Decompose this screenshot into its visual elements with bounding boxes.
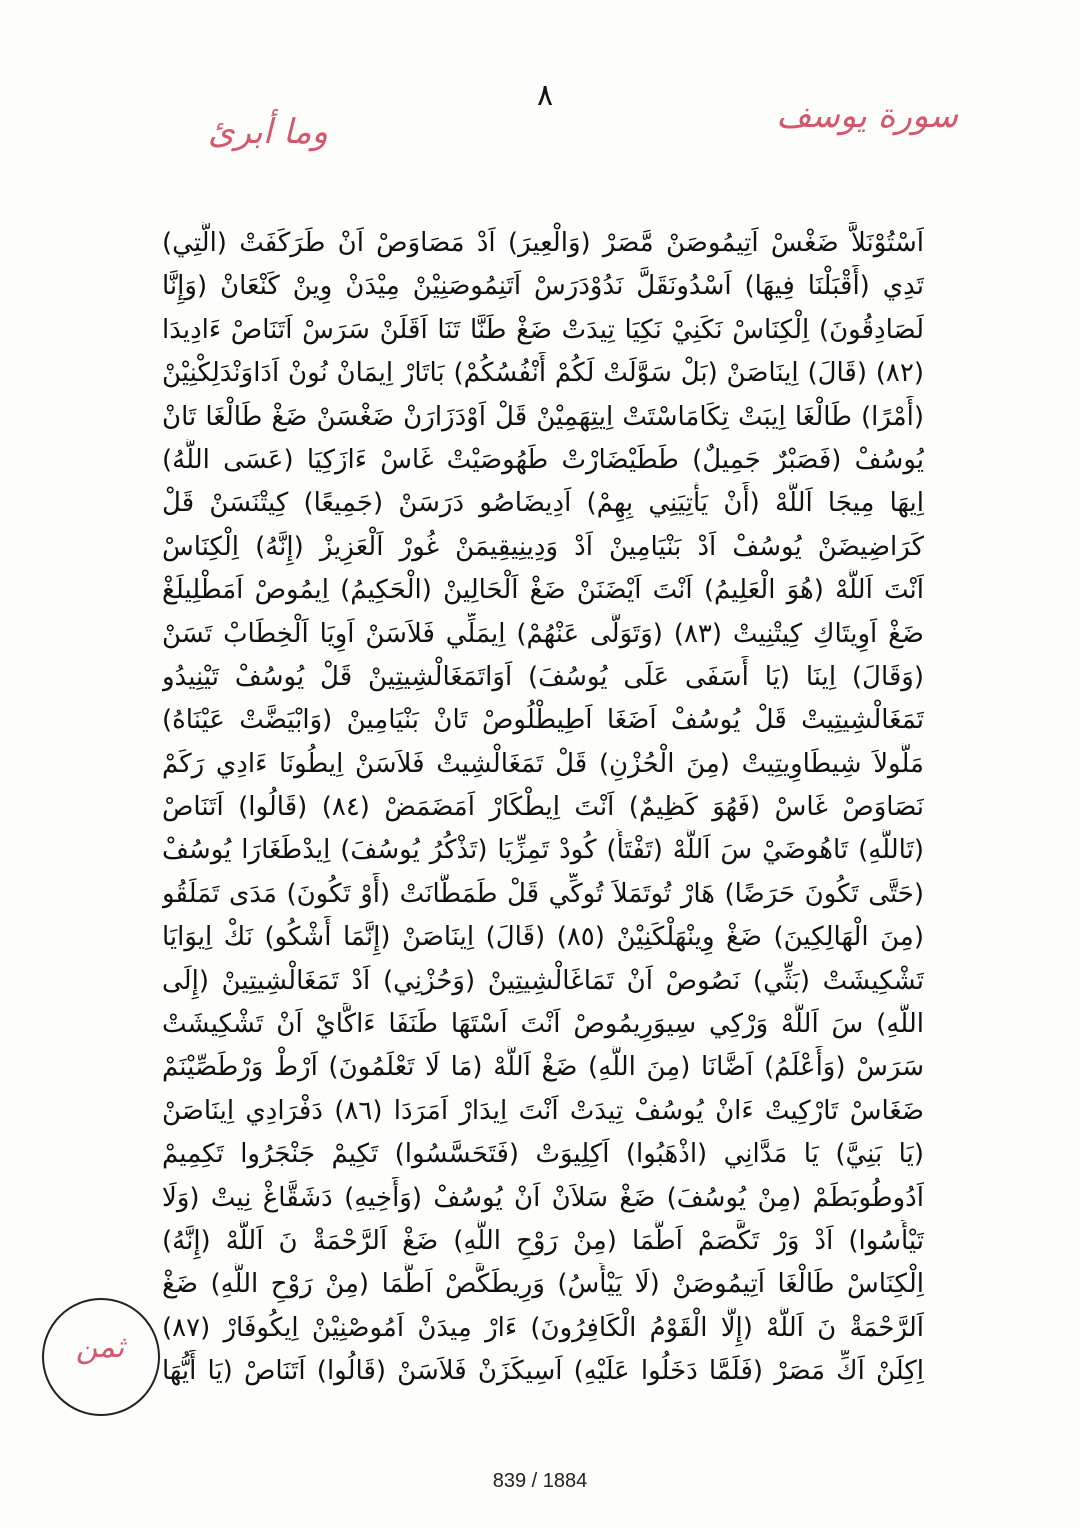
text-line: ضَغْ اَوِيتَاكِ كِيتْنِيتْ (٨٣) (وَتَوَلَّى عَنْهُمْ) اِيمَلِّي فَلاَسَنْ اَوِيَا اَلْخِطَابْ تَسَنْ — [162, 618, 924, 649]
text-line: (وَقَالَ) اِينَا (يَا أَسَفَى عَلَى يُوسُفَ) اَوَاتَمَغَالْشِيتِينْ قَلْ يُوسُفْ تَيْنِيدُو — [162, 661, 924, 692]
text-line: اَسْتُوْنَلاَّ ضَغْسْ اَتِيمُوصَنْ مَّصَرْ (وَالْعِيرَ) اَدْ مَصَاوَصْ اَنْ طَرَكَفَتْ (الَّتِي) — [162, 228, 924, 258]
text-line: اِكِلَنْ اَكِّ مَصَرْ (فَلَمَّا دَخَلُوا عَلَيْهِ) اَسِيكَزَنْ فَلاَسَنْ (قَالُوا) اَتَنَاصْ (يَا أَيُّهَا — [162, 1356, 924, 1387]
page-counter: 839 / 1884 — [492, 1470, 588, 1492]
text-line: اَلرَّحْمَةْ نَ اَللَّهْ (إِلَّا الْقَوْمُ الْكَافِرُونَ) ءَارْ مِيدَنْ اَمُوصْنِيْنْ اِيكُوفَارْ (٨٧) — [162, 1312, 924, 1343]
text-line: نَصَاوَصْ غَاسْ (فَهُوَ كَظِيمٌ) اَنْتَ اِيطْكَارْ اَمَضَمَضْ (٨٤) (قَالُوا) اَتَنَاصْ — [162, 792, 924, 823]
text-line: تَيْأَسُوا) اَدْ وَرْ تَكَّصَمْ اَطَّمَا (مِنْ رَوْحِ اللَّهِ) ضَغْ اَلرَّحْمَةْ نَ اَللَّهْ (إِنَّهُ) — [162, 1225, 924, 1256]
translation-text-block — [162, 222, 924, 1392]
text-line: تَشْكِيشَتْ (بَثِّي) نَصُوصْ اَنْ تَمَاغَالْشِيتِينْ (وَحُزْنِي) اَدْ تَمَغَالْشِيتِينْ (إِلَى — [162, 965, 924, 996]
text-line: اِلْكِنَاسْ طَالْغَا اَتِيمُوصَنْ (لَا يَيْأَسُ) وَرِيطَكَّصْ اَطَّمَا (مِنْ رَوْحِ اللَّهِ) ضَغْ — [162, 1269, 924, 1300]
text-line: مَلُّولاَ شِيطَاوِيتِيتْ (مِنَ الْحُزْنِ) قَلْ تَمَغَالْشِيتْ فَلاَسَنْ اِيطُونَا ءَادِي رَكَمْ — [162, 748, 924, 779]
text-line: (مِنَ الْهَالِكِينَ) ضَغْ وِينْهَلْكَنِيْنْ (٨٥) (قَالَ) اِينَاصَنْ (إِنَّمَا أَشْكُو) نَكْ اِيوَايَا — [162, 922, 924, 953]
text-line: سَرَسْ (وَأَعْلَمُ) اَضَّانَا (مِنَ اللَّهِ) ضَغْ اَللَّهْ (مَا لَا تَعْلَمُونَ) اَرْطْ وَرْطَصِّيْنَمْ — [162, 1052, 924, 1083]
text-line: (٨٢) (قَالَ) اِينَاصَنْ (بَلْ سَوَّلَتْ لَكُمْ أَنْفُسُكُمْ) بَاتَارْ اِيمَانْ نُونْ اَدَاوَنْدَلِكْنِيْنْ — [162, 358, 924, 389]
text-line: تَدِي (أَقْبَلْنَا فِيهَا) اَسْدُونَقَلَّ نَدُوْدَرَسْ اَتَنِمُوصَنِيْنْ مِيْدَنْ وِينْ كَنْعَانْ (وَإِنَّا — [162, 271, 924, 302]
text-line: كَرَاضِيضَنْ يُوسُفْ اَدْ بَنْيَامِينْ اَدْ وَدِينِيقِيمَنْ غُورْ اَلْعَزِيزْ (إِنَّهُ) اِلْكِنَاسْ — [162, 531, 924, 562]
surah-name-note: سورة يوسف — [776, 96, 958, 136]
juz-name-note: وما أبرئ — [207, 112, 328, 152]
text-line: اللَّهِ) سَ اَللَّهْ وَرْكِي سِيوَرِيمُوصْ اَنْتَ اَسْتَهَا طَنَفَا ءَاكَّايْ اَنْ تَشْكِيشَتْ — [162, 1009, 924, 1040]
hizb-mark-label: ثمن — [75, 1330, 125, 1365]
text-line: تَمَغَالْشِيتِيتْ قَلْ يُوسُفْ اَضَغَا اَطِيطْلُوصْ تَانْ بَنْيَامِينْ (وَابْيَضَّتْ عَيْنَاهُ) — [162, 705, 924, 736]
text-line: يُوسُفْ (فَصَبْرٌ جَمِيلٌ) طَطَيْضَارْتْ طَهُوصَيْتْ غَاسْ ءَازَكِيَا (عَسَى اللَّهُ) — [162, 444, 924, 475]
page-number: ٨ — [536, 78, 554, 113]
text-line: (أَمْرًا) طَالْغَا اِيبَتْ تِكَامَاسْتَتْ اِيتِهَمِيْنْ قَلْ اَوْدَزَارَنْ ضَغْسَنْ ضَغْ طَالْغَا تَانْ — [162, 401, 924, 432]
text-line: اِيهَا مِيجَا اَللَّهْ (أَنْ يَأْتِيَنِي بِهِمْ) اَدِيضَاصُو دَرَسَنْ (جَمِيعًا) كِيتْنَسَنْ قَلْ — [162, 488, 924, 519]
text-line: (تَاللَّهِ) تَاهُوضَيْ سَ اَللَّهْ (تَفْتَأُ) كُودْ تَمِزِّيَا (تَذْكُرُ يُوسُفَ) اِيدْطَغَارَا يُوسُفْ — [162, 835, 924, 866]
text-line: اَنْتَ اَللَّهْ (هُوَ الْعَلِيمُ) اَنْتَ اَيْضَنَنْ ضَغْ اَلْحَالِينْ (الْحَكِيمُ) اِيمُوصْ اَمَطْلِيلَغْ — [162, 575, 924, 606]
text-line: (يَا بَنِيَّ) يَا مَدَّانِي (اذْهَبُوا) اَكِلِيوَتْ (فَتَحَسَّسُوا) تَكِيمْ جَنْجَرُوا تَكِمِيمْ — [162, 1139, 924, 1170]
text-line: اَدُوطُوبَطَمْ (مِنْ يُوسُفَ) ضَغْ سَلاَنْ اَنْ يُوسُفْ (وَأَخِيهِ) دَشَقَّاغْ نِيتْ (وَلَا — [162, 1182, 924, 1213]
text-line: لَصَادِقُونَ) اِلْكِنَاسْ نَكَنِيْ نَكِيَا تِيدَتْ ضَغْ طَنَّا تَنَا اَقَلَنْ سَرَسْ اَتَنَاصْ ءَادِيدَا — [162, 314, 924, 345]
text-line: (حَتَّى تَكُونَ حَرَضًا) هَارْ تُوتَمَلاَ تُوكِّي قَلْ طَمَطَّانَتْ (أَوْ تَكُونَ) مَدَى تَمَلَقُو — [162, 878, 924, 909]
text-line: ضَغَاسْ تَارْكِيتْ ءَانْ يُوسُفْ تِيدَتْ اَنْتَ اِيدَارْ اَمَرَدَا (٨٦) دَفْرَادِي اِينَاصَنْ — [162, 1095, 924, 1126]
